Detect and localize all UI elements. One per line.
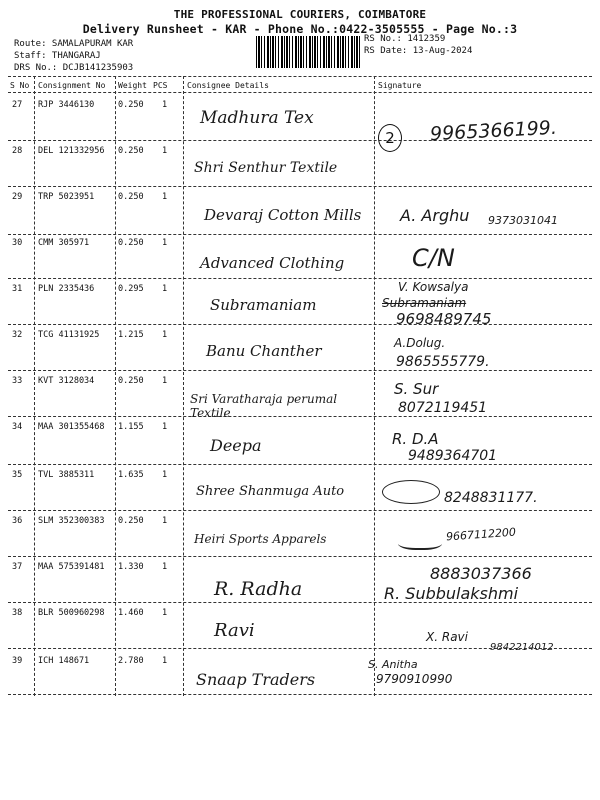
col-header-consignee: Consignee Details: [187, 81, 269, 90]
row-pcs: 1: [162, 330, 168, 340]
column-divider: [115, 76, 116, 696]
signature-name: R. D.A: [392, 430, 439, 448]
row-sno: 30: [12, 238, 23, 248]
row-weight: 1.460: [118, 608, 144, 618]
row-consignment-no: TCG 41131925: [38, 330, 100, 340]
signature-phone: 9865555779.: [396, 354, 490, 370]
consignee-handwriting: Madhura Tex: [200, 108, 314, 128]
consignee-handwriting: Advanced Clothing: [200, 254, 345, 272]
row-sno: 28: [12, 146, 23, 156]
signature-name: X. Ravi: [426, 630, 468, 644]
row-weight: 0.250: [118, 238, 144, 248]
consignee-handwriting: Heiri Sports Apparels: [194, 532, 327, 546]
row-sno: 33: [12, 376, 23, 386]
signature-phone: 9373031041: [488, 214, 558, 227]
row-weight: 1.635: [118, 470, 144, 480]
row-sno: 29: [12, 192, 23, 202]
row-pcs: 1: [162, 516, 168, 526]
signature-phone: 9790910990: [376, 672, 453, 686]
row-pcs: 1: [162, 284, 168, 294]
row-consignment-no: RJP 3446130: [38, 100, 95, 110]
row-rule: [8, 556, 592, 557]
row-sno: 34: [12, 422, 23, 432]
signature-name: V. Kowsalya: [398, 280, 469, 294]
signature-name: S. Anitha: [368, 658, 418, 671]
rs-number: RS No.: 1412359: [364, 34, 446, 44]
row-rule: [8, 464, 592, 465]
row-pcs: 1: [162, 562, 168, 572]
signature-phone: 8883037366: [430, 564, 532, 583]
signature-phone: 9842214012: [490, 642, 554, 653]
col-header-weight: Weight: [118, 81, 147, 90]
row-sno: 31: [12, 284, 23, 294]
row-sno: 36: [12, 516, 23, 526]
row-rule: [8, 694, 592, 695]
row-weight: 0.250: [118, 376, 144, 386]
row-consignment-no: BLR 500960298: [38, 608, 105, 618]
signature-name: A. Arghu: [400, 206, 470, 225]
signature-phone: 8248831177.: [444, 490, 538, 506]
route-label: Route: SAMALAPURAM KAR: [14, 39, 134, 49]
consignee-handwriting: Subramaniam: [210, 296, 317, 314]
company-title: THE PROFESSIONAL COURIERS, COIMBATORE: [173, 8, 427, 21]
column-divider: [183, 76, 184, 696]
row-pcs: 1: [162, 100, 168, 110]
row-pcs: 1: [162, 146, 168, 156]
table-header-rule: [8, 92, 592, 93]
signature-phone: 9667112200: [445, 525, 517, 544]
row-sno: 35: [12, 470, 23, 480]
row-sno: 37: [12, 562, 23, 572]
row-rule: [8, 324, 592, 325]
row-weight: 0.250: [118, 192, 144, 202]
signature-phone: 9698489745: [396, 310, 492, 328]
staff-label: Staff: THANGARAJ: [14, 51, 101, 61]
row-pcs: 1: [162, 470, 168, 480]
row-consignment-no: TRP 5023951: [38, 192, 95, 202]
row-consignment-no: ICH 148671: [38, 656, 90, 666]
col-header-sno: S No: [10, 81, 30, 90]
row-consignment-no: MAA 575391481: [38, 562, 105, 572]
row-sno: 27: [12, 100, 23, 110]
signature-name: S. Sur: [394, 380, 439, 398]
signature-scribble: [398, 534, 442, 550]
row-consignment-no: PLN 2335436: [38, 284, 95, 294]
consignee-handwriting: Banu Chanther: [206, 342, 322, 360]
drs-number: DRS No.: DCJB141235903: [14, 63, 134, 73]
row-consignment-no: SLM 352300383: [38, 516, 105, 526]
row-consignment-no: KVT 3128034: [38, 376, 95, 386]
row-rule: [8, 510, 592, 511]
rs-date: RS Date: 13-Aug-2024: [364, 46, 473, 56]
signature-mark: C/N: [412, 244, 455, 272]
col-header-pcs: PCS: [153, 81, 168, 90]
signature-scribble: [382, 480, 440, 504]
row-weight: 0.295: [118, 284, 144, 294]
signature-circle-mark: 2: [378, 124, 402, 152]
row-consignment-no: TVL 3885311: [38, 470, 95, 480]
consignee-handwriting: Devaraj Cotton Mills: [204, 206, 362, 224]
row-pcs: 1: [162, 608, 168, 618]
consignee-handwriting: Snaap Traders: [196, 670, 316, 689]
row-weight: 0.250: [118, 146, 144, 156]
row-rule: [8, 278, 592, 279]
row-consignment-no: CMM 305971: [38, 238, 90, 248]
row-weight: 1.215: [118, 330, 144, 340]
barcode: [256, 36, 360, 68]
row-rule: [8, 186, 592, 187]
row-sno: 39: [12, 656, 23, 666]
runsheet-subtitle: Delivery Runsheet - KAR - Phone No.:0422-3505555 - Page No.:3: [82, 22, 518, 36]
row-pcs: 1: [162, 656, 168, 666]
row-pcs: 1: [162, 238, 168, 248]
row-sno: 32: [12, 330, 23, 340]
signature-phone: 9965366199.: [429, 116, 558, 146]
consignee-handwriting: Ravi: [214, 620, 255, 641]
consignee-handwriting: Shri Senthur Textile: [194, 160, 338, 176]
consignee-handwriting: R. Radha: [214, 578, 303, 600]
row-sno: 38: [12, 608, 23, 618]
signature-phone: 8072119451: [398, 400, 488, 416]
row-pcs: 1: [162, 192, 168, 202]
row-consignment-no: MAA 301355468: [38, 422, 105, 432]
consignee-handwriting: Sri Varatharaja perumal Textile: [190, 392, 338, 420]
row-rule: [8, 234, 592, 235]
signature-name: A.Dolug.: [394, 336, 446, 350]
col-header-signature: Signature: [378, 81, 422, 90]
col-header-consignment: Consignment No: [38, 81, 106, 90]
row-rule: [8, 370, 592, 371]
column-divider: [374, 76, 375, 696]
signature-struck-name: Subramaniam: [382, 296, 467, 310]
signature-name: R. Subbulakshmi: [384, 584, 519, 603]
row-pcs: 1: [162, 376, 168, 386]
row-weight: 1.155: [118, 422, 144, 432]
row-weight: 0.250: [118, 516, 144, 526]
signature-phone: 9489364701: [408, 448, 498, 464]
consignee-handwriting: Shree Shanmuga Auto: [196, 484, 345, 499]
column-divider: [34, 76, 35, 696]
row-weight: 1.330: [118, 562, 144, 572]
consignee-handwriting: Deepa: [210, 436, 262, 455]
row-pcs: 1: [162, 422, 168, 432]
row-weight: 0.250: [118, 100, 144, 110]
row-weight: 2.780: [118, 656, 144, 666]
row-consignment-no: DEL 121332956: [38, 146, 105, 156]
table-top-rule: [8, 76, 592, 77]
